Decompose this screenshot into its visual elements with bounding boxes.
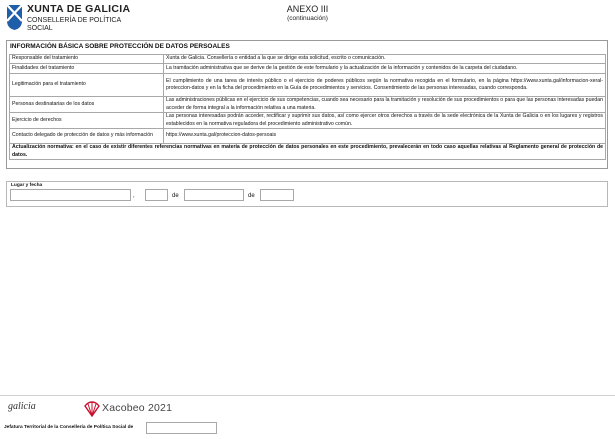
- de-separator-2: de: [248, 193, 255, 199]
- row-label: Legitimación para el tratamiento: [10, 74, 164, 97]
- footer-divider: [0, 395, 615, 396]
- row-label: Personas destinatarias de los datos: [10, 97, 164, 113]
- row-label: Contacto delegado de protección de datos y más información: [10, 129, 164, 144]
- table-row: [10, 74, 606, 97]
- place-input[interactable]: [10, 189, 131, 201]
- comma-separator: ,: [133, 193, 135, 199]
- row-value: La tramitación administrativa que se derive de la gestión de este formulario y la actualización de la información y contenidos de la carpeta del ciudadano.: [164, 64, 606, 74]
- data-protection-table: [9, 54, 606, 160]
- year-input[interactable]: [260, 189, 294, 201]
- row-label: Ejercicio de derechos: [10, 113, 164, 129]
- annex-title: ANEXO III: [286, 4, 329, 14]
- xacobeo-logo-text: Xacobeo 2021: [102, 402, 173, 414]
- row-value: https://www.xunta.gal/proteccion-datos-persoais: [164, 129, 606, 144]
- row-value: El cumplimiento de una tarea de interés público o el ejercicio de poderes públicos según la normativa recogida en el formulario, en la página https://www.xunta.gal/informacion-xeral-proteccion-datos y en la ficha del procedimiento en la Guía de procedimientos y servicios. Consentimiento de las personas interesadas, cuando corresponda.: [164, 74, 606, 97]
- department-line-1: CONSELLERÍA DE POLÍTICA: [27, 17, 122, 24]
- table-row: [10, 55, 606, 64]
- row-label: Finalidades del tratamiento: [10, 64, 164, 74]
- department-line-2: SOCIAL: [27, 25, 53, 32]
- normative-update: Actualización normativa: en el caso de existir diferentes referencias normativas en materia de protección de datos personales en este procedimiento, prevalecerán en todo caso aquellas relativas al Reglamento general de protección de datos.: [10, 144, 606, 160]
- row-value: Las personas interesadas podrán acceder, rectificar y suprimir sus datos, así como ejercer otros derechos a través de la sede electrónica de la Xunta de Galicia o en los lugares y registros establecidos en la normativa reguladora del procedimiento administrativo común.: [164, 113, 606, 129]
- xacobeo-shell-icon: [84, 401, 100, 417]
- month-input[interactable]: [184, 189, 244, 201]
- table-row: [10, 97, 606, 113]
- day-input[interactable]: [145, 189, 168, 201]
- place-date-label: Lugar y fecha: [11, 183, 43, 188]
- jefatura-label: Jefatura Territorial de la Consellería de Política Social de: [4, 425, 134, 430]
- galicia-logo: galicia: [8, 401, 36, 412]
- table-row: [10, 144, 606, 160]
- row-value: Xunta de Galicia. Consellería o entidad a la que se dirige esta solicitud, escrito o comunicación.: [164, 55, 606, 64]
- table-row: [10, 64, 606, 74]
- org-name: XUNTA DE GALICIA: [27, 3, 131, 15]
- data-protection-title: INFORMACIÓN BÁSICA SOBRE PROTECCIÓN DE DATOS PERSOALES: [10, 43, 230, 50]
- table-row: [10, 113, 606, 129]
- de-separator-1: de: [172, 193, 179, 199]
- annex-subtitle: (continuación): [287, 15, 328, 22]
- jefatura-input[interactable]: [146, 422, 217, 434]
- row-label: Responsable del tratamiento: [10, 55, 164, 64]
- row-value: Las administraciones públicas en el ejercicio de sus competencias, cuando sea necesario para la tramitación y resolución de sus procedimientos o para que las personas interesadas puedan acceder de forma integral a la información relativa a una materia.: [164, 97, 606, 113]
- table-row: [10, 129, 606, 144]
